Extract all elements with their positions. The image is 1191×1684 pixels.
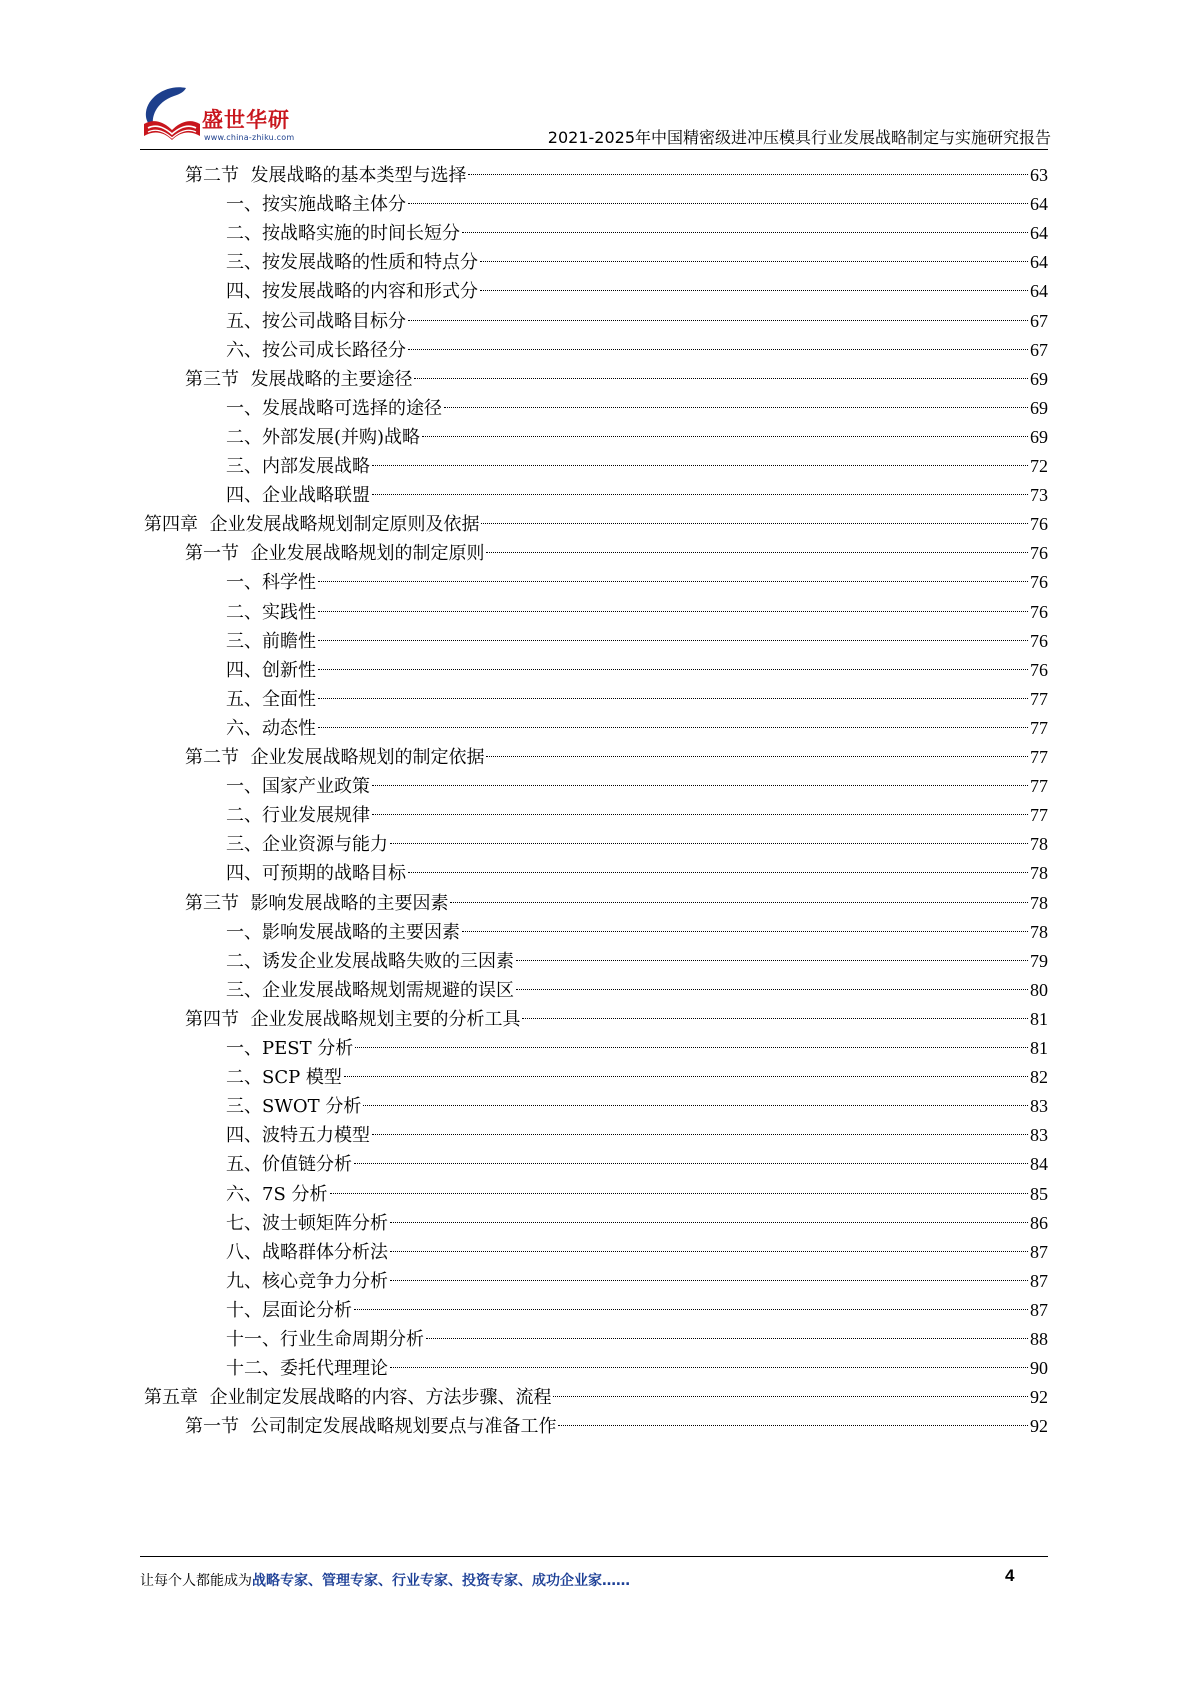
toc-leader-dots (450, 902, 1028, 903)
toc-leader-dots (354, 1163, 1028, 1164)
toc-entry[interactable] (226, 1324, 1048, 1354)
toc-entry[interactable] (185, 1411, 1048, 1441)
toc-entry-page: 77 (1030, 717, 1048, 738)
toc-leader-dots (355, 1047, 1028, 1048)
toc-entry-label: 一、发展战略可选择的途径 (226, 397, 442, 419)
toc-leader-dots (330, 1193, 1028, 1194)
page-number: 4 (1005, 1566, 1015, 1585)
toc-leader-dots (486, 552, 1028, 553)
toc-entry-label: 一、按实施战略主体分 (226, 194, 406, 216)
toc-entry-page: 87 (1030, 1241, 1048, 1262)
toc-entry-page: 64 (1030, 194, 1048, 215)
toc-entry-label: 三、SWOT 分析 (226, 1096, 362, 1118)
toc-leader-dots (390, 1251, 1028, 1252)
toc-leader-dots (318, 698, 1028, 699)
toc-entry-label: 十、层面论分析 (226, 1299, 352, 1321)
toc-entry-page: 78 (1030, 834, 1048, 855)
toc-entry[interactable] (226, 1062, 1048, 1092)
toc-entry-page: 69 (1030, 368, 1048, 389)
toc-entry-label: 二、按战略实施的时间长短分 (226, 223, 460, 245)
toc-entry-page: 72 (1030, 456, 1048, 476)
toc-entry[interactable] (226, 975, 1048, 1005)
toc-entry[interactable] (226, 189, 1048, 219)
toc-entry-label: 九、核心竞争力分析 (226, 1270, 388, 1292)
logo-url: www.china-zhiku.com (204, 133, 295, 142)
toc-entry[interactable] (226, 393, 1048, 423)
logo-text: 盛世华研 (202, 108, 290, 132)
toc-entry-page: 76 (1030, 514, 1048, 535)
toc-entry-page: 64 (1030, 252, 1048, 273)
toc-entry-label: 第一节 企业发展战略规划的制定原则 (185, 543, 485, 565)
toc-leader-dots (354, 1309, 1028, 1310)
toc-entry-label: 一、科学性 (226, 572, 316, 594)
toc-entry-label: 八、战略群体分析法 (226, 1241, 388, 1263)
toc-leader-dots (372, 1134, 1028, 1135)
toc-entry[interactable] (226, 480, 1048, 510)
toc-entry-label: 一、PEST 分析 (226, 1038, 354, 1059)
toc-entry-label: 四、按发展战略的内容和形式分 (226, 281, 478, 303)
toc-entry-page: 82 (1030, 1067, 1048, 1088)
toc-entry[interactable] (226, 917, 1048, 947)
toc-entry-label: 第三节 发展战略的主要途径 (185, 368, 413, 390)
toc-leader-dots (558, 1425, 1028, 1426)
toc-entry[interactable] (226, 1237, 1048, 1267)
toc-entry-page: 67 (1030, 310, 1048, 331)
toc-entry-page: 86 (1030, 1212, 1048, 1233)
toc-entry-page: 76 (1030, 572, 1048, 593)
toc-entry[interactable] (226, 713, 1048, 743)
toc-entry-label: 三、企业发展战略规划需规避的误区 (226, 979, 514, 1001)
toc-entry-page: 76 (1030, 543, 1048, 564)
toc-leader-dots (408, 320, 1028, 321)
toc-entry-page: 81 (1030, 1008, 1048, 1029)
toc-leader-dots (480, 261, 1028, 262)
toc-leader-dots (516, 960, 1028, 961)
toc-leader-dots (390, 1280, 1028, 1281)
toc-entry-page: 76 (1030, 601, 1048, 622)
toc-entry[interactable] (185, 742, 1048, 772)
company-logo (140, 84, 310, 146)
toc-entry[interactable] (226, 247, 1048, 277)
toc-entry-label: 四、波特五力模型 (226, 1125, 370, 1147)
slogan-highlight: 战略专家、管理专家、行业专家、投资专家、成功企业家 (252, 1573, 602, 1589)
logo-emblem-icon (140, 84, 204, 146)
toc-entry-page: 67 (1030, 339, 1048, 360)
toc-entry[interactable] (226, 1353, 1048, 1383)
toc-entry[interactable] (226, 567, 1048, 597)
toc-entry[interactable] (185, 1004, 1048, 1034)
toc-leader-dots (422, 436, 1028, 437)
toc-entry[interactable] (144, 1382, 1048, 1412)
toc-entry[interactable] (226, 306, 1048, 336)
toc-entry[interactable] (226, 218, 1048, 248)
toc-entry-label: 五、价值链分析 (226, 1154, 352, 1176)
toc-entry-page: 84 (1030, 1154, 1048, 1175)
toc-entry[interactable] (185, 160, 1048, 190)
toc-leader-dots (372, 785, 1028, 786)
toc-leader-dots (486, 756, 1028, 757)
toc-leader-dots (372, 465, 1028, 466)
toc-entry[interactable] (226, 1091, 1048, 1121)
toc-entry-label: 第一节 公司制定发展战略规划要点与准备工作 (185, 1416, 557, 1438)
toc-entry-label: 第二节 发展战略的基本类型与选择 (185, 165, 467, 186)
toc-leader-dots (553, 1396, 1028, 1397)
toc-entry[interactable] (226, 1266, 1048, 1296)
toc-entry[interactable] (226, 1179, 1048, 1209)
toc-entry-label: 七、波士顿矩阵分析 (226, 1212, 388, 1234)
toc-entry-page: 83 (1030, 1125, 1048, 1146)
toc-entry-page: 90 (1030, 1358, 1048, 1379)
footer-slogan (140, 1570, 630, 1590)
footer-divider (140, 1556, 1048, 1557)
toc-entry-label: 三、前瞻性 (226, 630, 316, 652)
toc-leader-dots (468, 174, 1028, 175)
toc-entry-label: 六、7S 分析 (226, 1183, 328, 1205)
toc-entry[interactable] (226, 451, 1048, 481)
toc-entry-label: 四、创新性 (226, 659, 316, 681)
toc-entry-page: 83 (1030, 1096, 1048, 1117)
toc-entry-label: 第五章 企业制定发展战略的内容、方法步骤、流程 (144, 1387, 552, 1409)
toc-entry-page: 77 (1030, 747, 1048, 767)
toc-entry-label: 五、全面性 (226, 688, 316, 710)
toc-entry-page: 64 (1030, 281, 1048, 302)
toc-leader-dots (318, 611, 1028, 612)
toc-entry-page: 69 (1030, 397, 1048, 418)
toc-entry[interactable] (226, 771, 1048, 801)
toc-leader-dots (408, 349, 1028, 350)
toc-entry[interactable] (226, 276, 1048, 306)
toc-leader-dots (426, 1338, 1028, 1339)
toc-entry-page: 92 (1030, 1387, 1048, 1408)
toc-entry[interactable] (185, 888, 1048, 918)
toc-entry-page: 77 (1030, 688, 1048, 709)
toc-entry[interactable] (226, 655, 1048, 685)
toc-entry-page: 87 (1030, 1270, 1048, 1291)
toc-entry[interactable] (226, 1033, 1048, 1063)
toc-leader-dots (462, 931, 1028, 932)
toc-leader-dots (318, 581, 1028, 582)
toc-entry-label: 一、影响发展战略的主要因素 (226, 921, 460, 943)
toc-leader-dots (390, 1222, 1028, 1223)
toc-entry-label: 第二节 企业发展战略规划的制定依据 (185, 747, 485, 768)
toc-entry-label: 二、SCP 模型 (226, 1067, 342, 1089)
toc-entry[interactable] (226, 422, 1048, 452)
toc-leader-dots (344, 1076, 1028, 1077)
toc-entry-label: 第四章 企业发展战略规划制定原则及依据 (144, 514, 480, 536)
toc-leader-dots (390, 1367, 1028, 1368)
toc-entry-label: 六、按公司成长路径分 (226, 339, 406, 361)
toc-entry-page: 92 (1030, 1416, 1048, 1437)
toc-entry-label: 五、按公司战略目标分 (226, 310, 406, 332)
toc-leader-dots (480, 290, 1028, 291)
toc-leader-dots (408, 203, 1028, 204)
toc-entry-page: 77 (1030, 776, 1048, 797)
toc-entry-page: 78 (1030, 921, 1048, 942)
toc-leader-dots (408, 872, 1028, 873)
toc-entry-label: 二、行业发展规律 (226, 805, 370, 827)
toc-entry-label: 第四节 企业发展战略规划主要的分析工具 (185, 1008, 521, 1030)
toc-entry-page: 69 (1030, 426, 1048, 447)
toc-leader-dots (444, 407, 1028, 408)
toc-entry-page: 79 (1030, 950, 1048, 971)
toc-entry[interactable] (226, 1149, 1048, 1179)
toc-entry-label: 第三节 影响发展战略的主要因素 (185, 892, 449, 914)
toc-entry-label: 六、动态性 (226, 717, 316, 739)
toc-leader-dots (414, 378, 1028, 379)
header-divider (140, 149, 1048, 150)
toc-entry-label: 二、诱发企业发展战略失败的三因素 (226, 950, 514, 972)
toc-entry[interactable] (226, 1208, 1048, 1238)
toc-leader-dots (516, 989, 1028, 990)
toc-entry-label: 三、按发展战略的性质和特点分 (226, 252, 478, 274)
toc-entry-label: 十一、行业生命周期分析 (226, 1329, 424, 1350)
toc-entry-label: 一、国家产业政策 (226, 776, 370, 798)
toc-entry-page: 85 (1030, 1183, 1048, 1204)
toc-entry[interactable] (226, 1295, 1048, 1325)
toc-entry[interactable] (226, 684, 1048, 714)
toc-leader-dots (363, 1105, 1028, 1106)
toc-entry-page: 78 (1030, 863, 1048, 884)
slogan-prefix: 让每个人都能成为 (140, 1573, 252, 1589)
toc-entry[interactable] (226, 335, 1048, 365)
toc-leader-dots (318, 669, 1028, 670)
toc-entry[interactable] (226, 946, 1048, 976)
toc-entry-page: 87 (1030, 1299, 1048, 1320)
toc-entry-label: 四、可预期的战略目标 (226, 863, 406, 885)
toc-entry-label: 四、企业战略联盟 (226, 485, 370, 507)
toc-entry-page: 76 (1030, 659, 1048, 680)
toc-entry-page: 80 (1030, 979, 1048, 1000)
toc-leader-dots (318, 640, 1028, 641)
toc-entry-page: 63 (1030, 165, 1048, 185)
toc-entry[interactable] (226, 626, 1048, 656)
toc-entry-page: 76 (1030, 630, 1048, 651)
toc-entry-label: 十二、委托代理理论 (226, 1358, 388, 1380)
toc-leader-dots (481, 523, 1028, 524)
toc-entry[interactable] (226, 800, 1048, 830)
toc-entry-page: 73 (1030, 485, 1048, 506)
report-title: 2021-2025年中国精密级进冲压模具行业发展战略制定与实施研究报告 (547, 128, 1051, 147)
toc-leader-dots (372, 814, 1028, 815)
toc-entry[interactable] (185, 364, 1048, 394)
toc-entry[interactable] (144, 509, 1048, 539)
toc-leader-dots (318, 727, 1028, 728)
toc-entry-page: 77 (1030, 805, 1048, 826)
toc-entry-label: 三、企业资源与能力 (226, 834, 388, 856)
toc-entry-label: 三、内部发展战略 (226, 456, 370, 477)
toc-entry-label: 二、外部发展(并购)战略 (226, 426, 421, 448)
toc-leader-dots (462, 232, 1028, 233)
toc-leader-dots (372, 494, 1028, 495)
toc-entry-page: 78 (1030, 892, 1048, 913)
toc-entry[interactable] (226, 597, 1048, 627)
toc-entry-label: 二、实践性 (226, 601, 316, 623)
toc-leader-dots (390, 843, 1028, 844)
toc-entry[interactable] (185, 538, 1048, 568)
toc-entry[interactable] (226, 829, 1048, 859)
toc-leader-dots (522, 1018, 1028, 1019)
toc-entry-page: 81 (1030, 1038, 1048, 1058)
toc-entry[interactable] (226, 858, 1048, 888)
toc-entry-page: 88 (1030, 1329, 1048, 1349)
toc-entry-page: 64 (1030, 223, 1048, 244)
slogan-suffix: …… (602, 1573, 630, 1589)
toc-entry[interactable] (226, 1120, 1048, 1150)
